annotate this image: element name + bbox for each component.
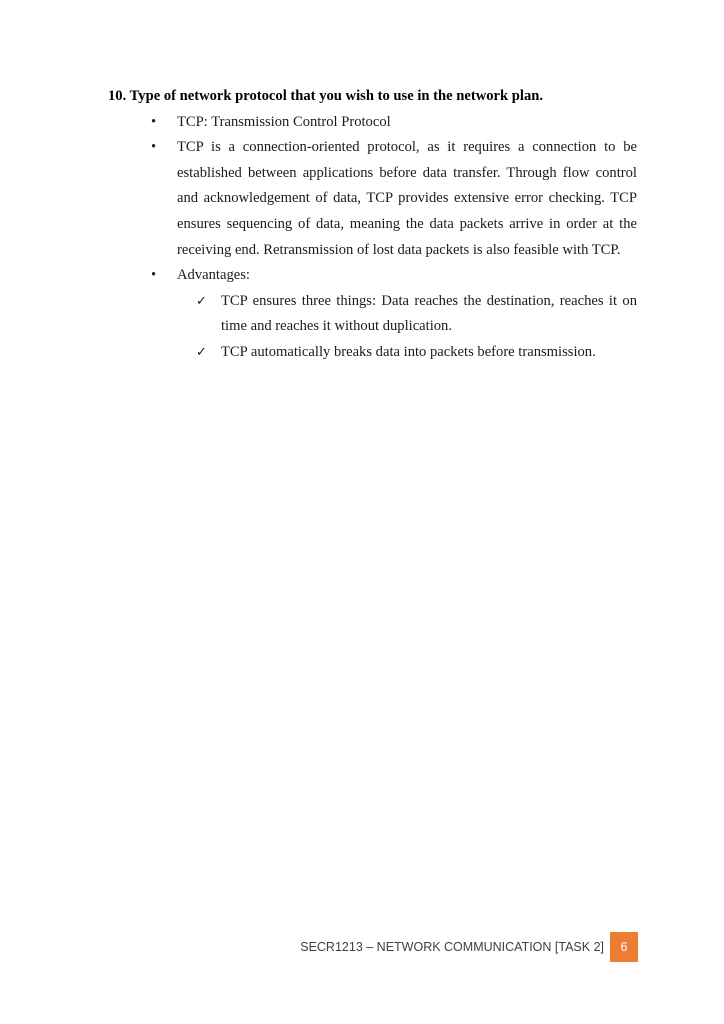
page-number-badge: 6 bbox=[610, 932, 638, 962]
bullet-icon: • bbox=[151, 113, 157, 130]
page-footer bbox=[300, 932, 638, 962]
list-item bbox=[196, 340, 637, 366]
list-item-text: TCP ensures three things: Data reaches the destination, reaches it on time and reaches it without duplication. bbox=[221, 292, 637, 335]
section-heading: 10. Type of network protocol that you wish to use in the network plan. bbox=[108, 88, 544, 104]
list-item-text: Advantages: bbox=[177, 267, 250, 284]
list-item bbox=[196, 289, 637, 340]
list-item-text: TCP is a connection-oriented protocol, as it requires a connection to be established between applications before data transfer. Through flow control and acknowledgement of data, TCP provides extensive error checking. TCP ensures sequencing of data, meaning the data packets arrive in order at the receiving end. Retransmission of lost data packets is also feasible with TCP. bbox=[177, 139, 637, 258]
footer-title: SECR1213 – NETWORK COMMUNICATION [TASK 2] bbox=[300, 940, 604, 954]
list-item bbox=[151, 135, 637, 263]
list-item bbox=[151, 110, 637, 136]
document-content bbox=[108, 84, 637, 366]
list-item-text: TCP automatically breaks data into packets before transmission. bbox=[221, 343, 596, 360]
checkmark-icon: ✓ bbox=[196, 293, 207, 309]
bullet-icon: • bbox=[151, 139, 157, 156]
list-item bbox=[151, 263, 637, 289]
checkmark-icon: ✓ bbox=[196, 344, 207, 360]
list-item-text: TCP: Transmission Control Protocol bbox=[177, 113, 391, 130]
bullet-icon: • bbox=[151, 267, 157, 284]
